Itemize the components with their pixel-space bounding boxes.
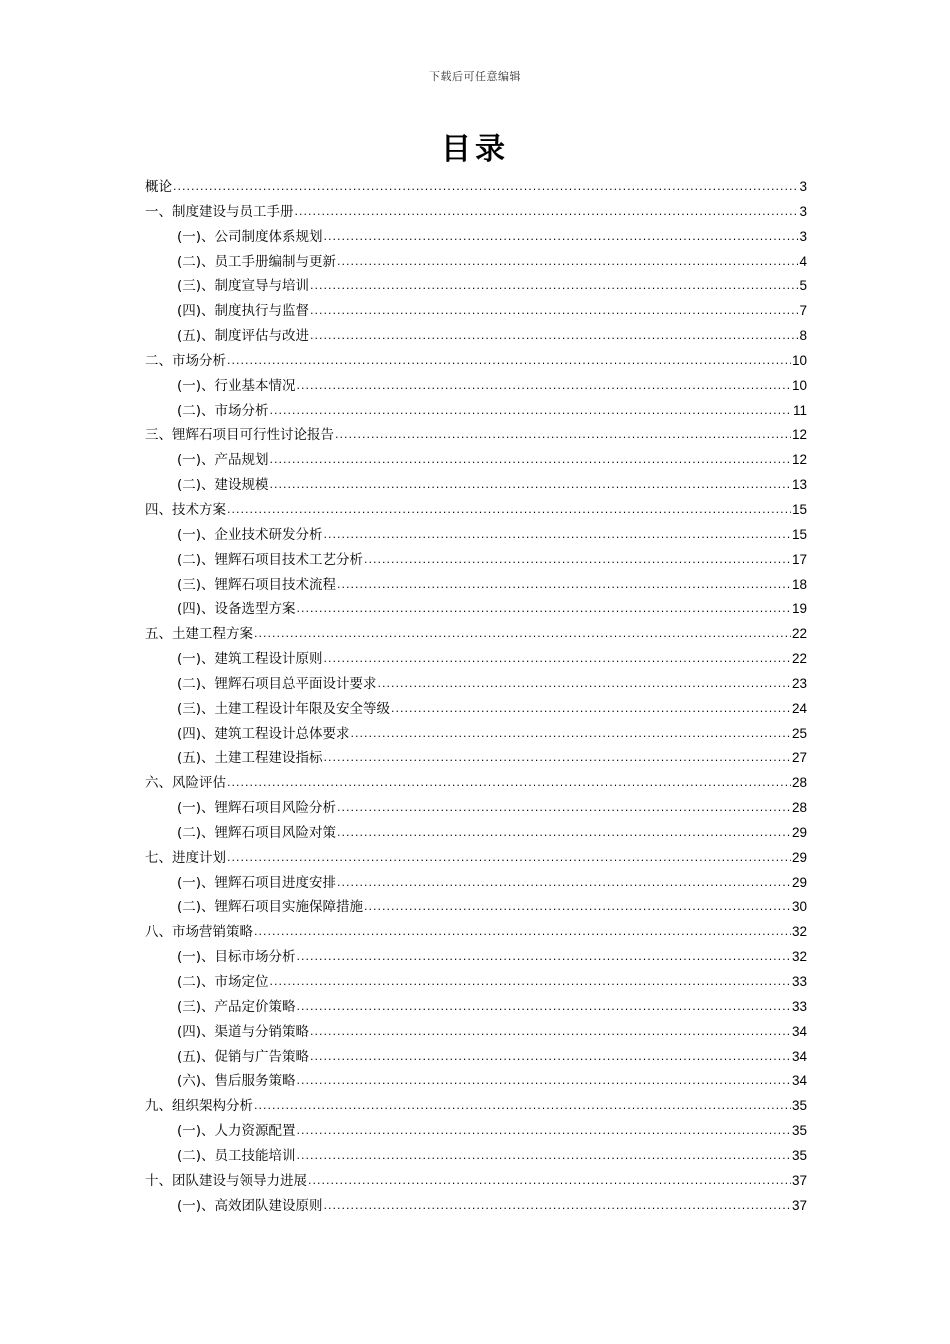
toc-entry-label: 二、市场分析 xyxy=(145,352,226,369)
toc-entry-page-number: 24 xyxy=(791,700,807,716)
toc-entry[interactable] xyxy=(145,1194,807,1219)
toc-dot-leader xyxy=(297,945,791,970)
toc-entry-label: (一)、公司制度体系规划 xyxy=(177,228,323,245)
toc-entry[interactable] xyxy=(145,672,807,697)
toc-entry[interactable] xyxy=(145,473,807,498)
toc-entry-page-number: 3 xyxy=(799,228,807,244)
toc-entry[interactable] xyxy=(145,597,807,622)
toc-entry-page-number: 35 xyxy=(791,1147,807,1163)
toc-entry-page-number: 12 xyxy=(791,452,807,468)
toc-dot-leader xyxy=(351,722,791,747)
toc-entry-page-number: 10 xyxy=(791,352,807,368)
toc-dot-leader xyxy=(337,821,791,846)
toc-entry-label: 五、土建工程方案 xyxy=(145,626,253,643)
toc-dot-leader xyxy=(324,1194,791,1219)
toc-entry[interactable] xyxy=(145,1119,807,1144)
toc-entry-page-number: 27 xyxy=(791,750,807,766)
toc-entry-page-number: 3 xyxy=(799,179,807,194)
toc-entry-label: (五)、促销与广告策略 xyxy=(177,1048,310,1065)
toc-entry-page-number: 33 xyxy=(791,998,807,1014)
toc-dot-leader xyxy=(324,746,791,771)
toc-entry[interactable] xyxy=(145,622,807,647)
toc-entry-page-number: 29 xyxy=(791,824,807,840)
toc-entry[interactable] xyxy=(145,274,807,299)
toc-dot-leader xyxy=(297,995,791,1020)
toc-dot-leader xyxy=(378,672,791,697)
toc-dot-leader xyxy=(310,1045,791,1070)
toc-dot-leader xyxy=(335,423,791,448)
toc-entry-label: (一)、锂辉石项目进度安排 xyxy=(177,874,337,891)
toc-dot-leader xyxy=(324,225,799,250)
toc-entry-label: (三)、制度宣导与培训 xyxy=(177,278,310,295)
toc-entry-page-number: 12 xyxy=(791,427,807,443)
toc-entry-page-number: 33 xyxy=(791,974,807,989)
toc-entry-label: 十、团队建设与领导力进展 xyxy=(145,1172,307,1189)
toc-entry-label: 四、技术方案 xyxy=(145,501,226,518)
toc-dot-leader xyxy=(297,597,791,622)
toc-entry-label: 三、锂辉石项目可行性讨论报告 xyxy=(145,427,334,444)
toc-entry[interactable] xyxy=(145,1069,807,1094)
toc-dot-leader xyxy=(270,448,791,473)
toc-entry-page-number: 30 xyxy=(791,899,807,915)
toc-entry-label: (五)、土建工程建设指标 xyxy=(177,750,323,767)
toc-entry-label: (六)、售后服务策略 xyxy=(177,1073,296,1090)
toc-entry-page-number: 15 xyxy=(791,501,807,517)
toc-entry-page-number: 32 xyxy=(791,949,807,965)
toc-entry-page-number: 22 xyxy=(791,626,807,642)
toc-entry-page-number: 28 xyxy=(791,800,807,816)
toc-entry[interactable] xyxy=(145,871,807,896)
toc-entry-page-number: 28 xyxy=(791,775,807,791)
toc-entry-page-number: 35 xyxy=(791,1098,807,1114)
toc-entry[interactable] xyxy=(145,1144,807,1169)
toc-entry[interactable] xyxy=(145,920,807,945)
toc-entry[interactable] xyxy=(145,200,807,225)
toc-dot-leader xyxy=(324,523,791,548)
toc-entry-page-number: 19 xyxy=(791,601,807,617)
toc-entry-label: (一)、高效团队建设原则 xyxy=(177,1197,323,1214)
toc-entry[interactable] xyxy=(145,324,807,349)
toc-entry[interactable] xyxy=(145,448,807,473)
toc-entry-page-number: 10 xyxy=(791,377,807,393)
toc-entry[interactable] xyxy=(145,299,807,324)
toc-entry[interactable] xyxy=(145,796,807,821)
toc-entry-label: 概论 xyxy=(145,179,172,195)
toc-entry-label: (四)、建筑工程设计总体要求 xyxy=(177,725,350,742)
toc-entry-label: (二)、市场定位 xyxy=(177,974,269,990)
toc-entry[interactable] xyxy=(145,970,807,995)
toc-entry[interactable] xyxy=(145,175,807,200)
toc-entry-label: (二)、锂辉石项目技术工艺分析 xyxy=(177,551,364,568)
table-of-contents xyxy=(145,175,807,1218)
toc-dot-leader xyxy=(337,250,798,275)
toc-entry[interactable] xyxy=(145,995,807,1020)
toc-entry-page-number: 3 xyxy=(799,203,807,219)
header-note: 下载后可任意编辑 xyxy=(429,70,521,83)
toc-entry-label: (一)、人力资源配置 xyxy=(177,1123,296,1140)
toc-dot-leader xyxy=(270,399,792,424)
toc-dot-leader xyxy=(254,920,791,945)
toc-entry-page-number: 32 xyxy=(791,924,807,940)
toc-entry-label: (五)、制度评估与改进 xyxy=(177,328,310,345)
toc-entry-label: (三)、产品定价策略 xyxy=(177,998,296,1015)
toc-entry[interactable] xyxy=(145,349,807,374)
toc-dot-leader xyxy=(310,274,798,299)
toc-entry-page-number: 15 xyxy=(791,526,807,542)
toc-dot-leader xyxy=(227,846,791,871)
toc-dot-leader xyxy=(254,622,791,647)
toc-entry-page-number: 25 xyxy=(791,725,807,741)
toc-entry[interactable] xyxy=(145,846,807,871)
toc-entry-page-number: 13 xyxy=(791,477,807,493)
toc-entry[interactable] xyxy=(145,548,807,573)
toc-entry-label: (一)、行业基本情况 xyxy=(177,377,296,394)
toc-entry-label: (四)、渠道与分销策略 xyxy=(177,1023,310,1040)
toc-entry-label: (二)、市场分析 xyxy=(177,402,269,419)
toc-entry-label: (三)、土建工程设计年限及安全等级 xyxy=(177,700,391,717)
toc-entry-page-number: 8 xyxy=(799,328,807,344)
toc-entry[interactable] xyxy=(145,722,807,747)
toc-dot-leader xyxy=(337,796,791,821)
toc-entry-page-number: 22 xyxy=(791,651,807,667)
toc-entry-label: (二)、员工手册编制与更新 xyxy=(177,253,337,270)
toc-entry-page-number: 34 xyxy=(791,1073,807,1089)
toc-entry-label: (一)、锂辉石项目风险分析 xyxy=(177,800,337,817)
toc-entry[interactable] xyxy=(145,1094,807,1119)
toc-entry-page-number: 37 xyxy=(791,1197,807,1213)
toc-entry[interactable] xyxy=(145,374,807,399)
toc-entry-page-number: 7 xyxy=(799,303,807,319)
toc-dot-leader xyxy=(270,970,791,995)
toc-entry-page-number: 34 xyxy=(791,1023,807,1039)
toc-entry[interactable] xyxy=(145,1045,807,1070)
toc-entry[interactable] xyxy=(145,225,807,250)
toc-entry-label: (二)、锂辉石项目风险对策 xyxy=(177,824,337,841)
toc-entry-label: (一)、目标市场分析 xyxy=(177,949,296,966)
toc-entry-label: (三)、锂辉石项目技术流程 xyxy=(177,576,337,593)
toc-entry-page-number: 37 xyxy=(791,1172,807,1188)
toc-entry[interactable] xyxy=(145,1169,807,1194)
toc-entry-page-number: 35 xyxy=(791,1123,807,1139)
toc-dot-leader xyxy=(308,1169,791,1194)
toc-dot-leader xyxy=(254,1094,791,1119)
toc-entry-label: (一)、建筑工程设计原则 xyxy=(177,651,323,668)
toc-entry-label: (四)、设备选型方案 xyxy=(177,601,296,618)
toc-entry-page-number: 29 xyxy=(791,874,807,890)
toc-dot-leader xyxy=(310,324,798,349)
toc-entry-label: (二)、建设规模 xyxy=(177,477,269,494)
toc-entry[interactable] xyxy=(145,895,807,920)
toc-dot-leader xyxy=(297,1119,791,1144)
toc-entry-page-number: 11 xyxy=(792,402,807,418)
toc-entry-page-number: 23 xyxy=(791,675,807,691)
toc-dot-leader xyxy=(227,771,791,796)
toc-entry-page-number: 29 xyxy=(791,849,807,865)
toc-dot-leader xyxy=(295,200,799,225)
toc-entry-label: (四)、制度执行与监督 xyxy=(177,303,310,320)
toc-entry[interactable] xyxy=(145,498,807,523)
toc-entry[interactable] xyxy=(145,647,807,672)
toc-dot-leader xyxy=(270,473,791,498)
toc-dot-leader xyxy=(337,573,791,598)
toc-dot-leader xyxy=(227,349,791,374)
toc-entry-label: 八、市场营销策略 xyxy=(145,924,253,941)
toc-entry[interactable] xyxy=(145,1020,807,1045)
toc-dot-leader xyxy=(297,1069,791,1094)
toc-entry[interactable] xyxy=(145,423,807,448)
toc-entry[interactable] xyxy=(145,697,807,722)
toc-entry-label: 一、制度建设与员工手册 xyxy=(145,203,294,220)
toc-entry-label: 六、风险评估 xyxy=(145,775,226,792)
toc-entry[interactable] xyxy=(145,523,807,548)
toc-entry-label: 七、进度计划 xyxy=(145,849,226,866)
toc-dot-leader xyxy=(297,1144,791,1169)
toc-entry-page-number: 5 xyxy=(799,278,807,294)
toc-dot-leader xyxy=(364,895,791,920)
toc-dot-leader xyxy=(337,871,791,896)
toc-entry-label: (一)、产品规划 xyxy=(177,452,269,469)
toc-title: 目录 xyxy=(441,132,509,167)
toc-entry-page-number: 34 xyxy=(791,1048,807,1064)
toc-entry[interactable] xyxy=(145,821,807,846)
toc-dot-leader xyxy=(310,1020,791,1045)
toc-dot-leader xyxy=(297,374,791,399)
toc-entry-label: (二)、员工技能培训 xyxy=(177,1147,296,1164)
toc-entry[interactable] xyxy=(145,771,807,796)
toc-entry[interactable] xyxy=(145,250,807,275)
toc-dot-leader xyxy=(324,647,791,672)
toc-entry[interactable] xyxy=(145,746,807,771)
toc-entry[interactable] xyxy=(145,573,807,598)
toc-entry-label: (二)、锂辉石项目实施保障措施 xyxy=(177,899,364,916)
toc-entry-page-number: 4 xyxy=(799,253,807,269)
toc-entry-label: 九、组织架构分析 xyxy=(145,1098,253,1115)
toc-dot-leader xyxy=(364,548,791,573)
toc-dot-leader xyxy=(173,175,798,200)
toc-entry-label: (二)、锂辉石项目总平面设计要求 xyxy=(177,675,377,692)
toc-entry-label: (一)、企业技术研发分析 xyxy=(177,526,323,543)
toc-entry-page-number: 17 xyxy=(791,551,807,567)
toc-dot-leader xyxy=(391,697,791,722)
toc-dot-leader xyxy=(227,498,791,523)
toc-entry-page-number: 18 xyxy=(791,576,807,592)
toc-entry[interactable] xyxy=(145,945,807,970)
toc-entry[interactable] xyxy=(145,399,807,424)
toc-dot-leader xyxy=(310,299,798,324)
